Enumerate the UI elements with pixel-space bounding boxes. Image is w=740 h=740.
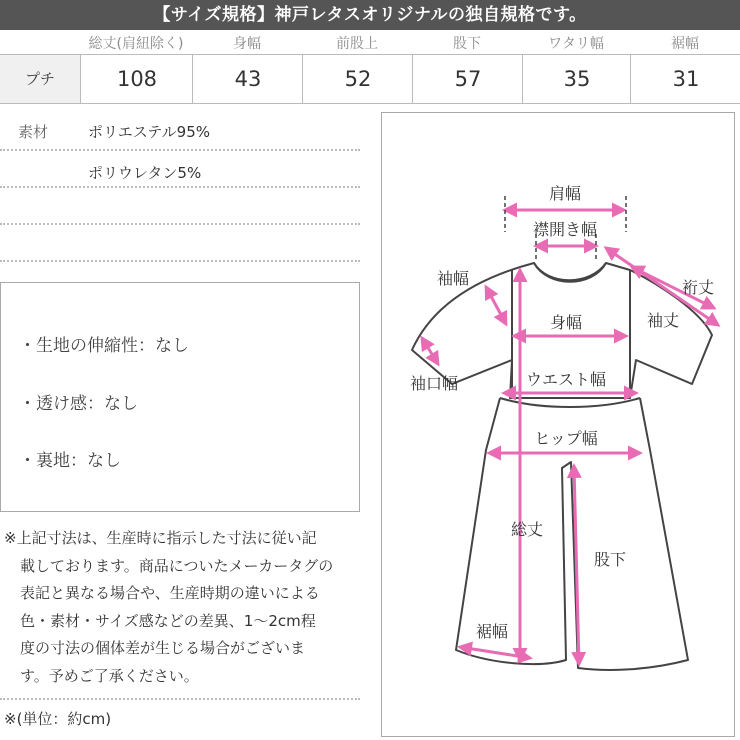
column-header: 股下 (453, 36, 481, 52)
hem-width-label: 裾幅 (475, 622, 509, 641)
size-name-cell: プチ (0, 55, 80, 103)
sleeve-width-label: 袖幅 (436, 269, 470, 288)
stretch-property: ・生地の伸縮性：なし (19, 336, 189, 356)
table-cell: 108 (80, 55, 193, 103)
material-label: 素材 (18, 123, 49, 141)
cuff-width-label: 袖口幅 (409, 374, 459, 393)
neck-opening-label: 襟開き幅 (532, 220, 598, 239)
inseam-label: 股下 (593, 550, 627, 569)
hip-width-label: ヒップ幅 (534, 429, 598, 448)
body-width-label: 身幅 (549, 313, 583, 332)
total-length-label: 総丈 (510, 520, 544, 539)
column-header: 裾幅 (671, 36, 699, 52)
material-value: ポリエステル95% (88, 123, 210, 141)
column-header: 前股上 (336, 36, 378, 52)
note-line: 載しております。商品についたメーカータグの (20, 556, 334, 575)
column-header: 総丈(肩紐除く) (88, 36, 184, 52)
note-line: ※上記寸法は、生産時に指示した寸法に従い記 (4, 529, 317, 547)
sleeve-length-label: 袖丈 (646, 311, 680, 330)
sleeve-width-arrow (486, 287, 506, 324)
unit-note: ※(単位：約cm) (4, 710, 112, 728)
size-spec-banner: 【サイズ規格】神戸レタスオリジナルの独自規格です。 (0, 0, 740, 30)
lining-property: ・裏地：なし (19, 451, 121, 471)
note-line: す。予めご了承ください。 (20, 666, 199, 685)
column-header: 身幅 (233, 36, 261, 52)
table-cell: 31 (630, 55, 740, 103)
yuki-length-label: 裄丈 (681, 278, 715, 297)
table-cell: 57 (412, 55, 523, 103)
note-line: 表記と異なる場合や、生産時期の違いによる (20, 584, 320, 602)
sheerness-property: ・透け感：なし (19, 394, 138, 414)
table-cell: 43 (192, 55, 303, 103)
column-header: ワタリ幅 (548, 36, 604, 52)
note-line: 色・素材・サイズ感などの差異、1～2cm程 (20, 611, 316, 630)
waist-width-label: ウエスト幅 (525, 370, 607, 389)
material-value: ポリウレタン5% (88, 164, 202, 182)
shoulder-width-label: 肩幅 (548, 184, 582, 203)
table-cell: 35 (522, 55, 631, 103)
note-line: 度の寸法の個体差が生じる場合がございま (20, 639, 306, 657)
table-cell: 52 (302, 55, 413, 103)
